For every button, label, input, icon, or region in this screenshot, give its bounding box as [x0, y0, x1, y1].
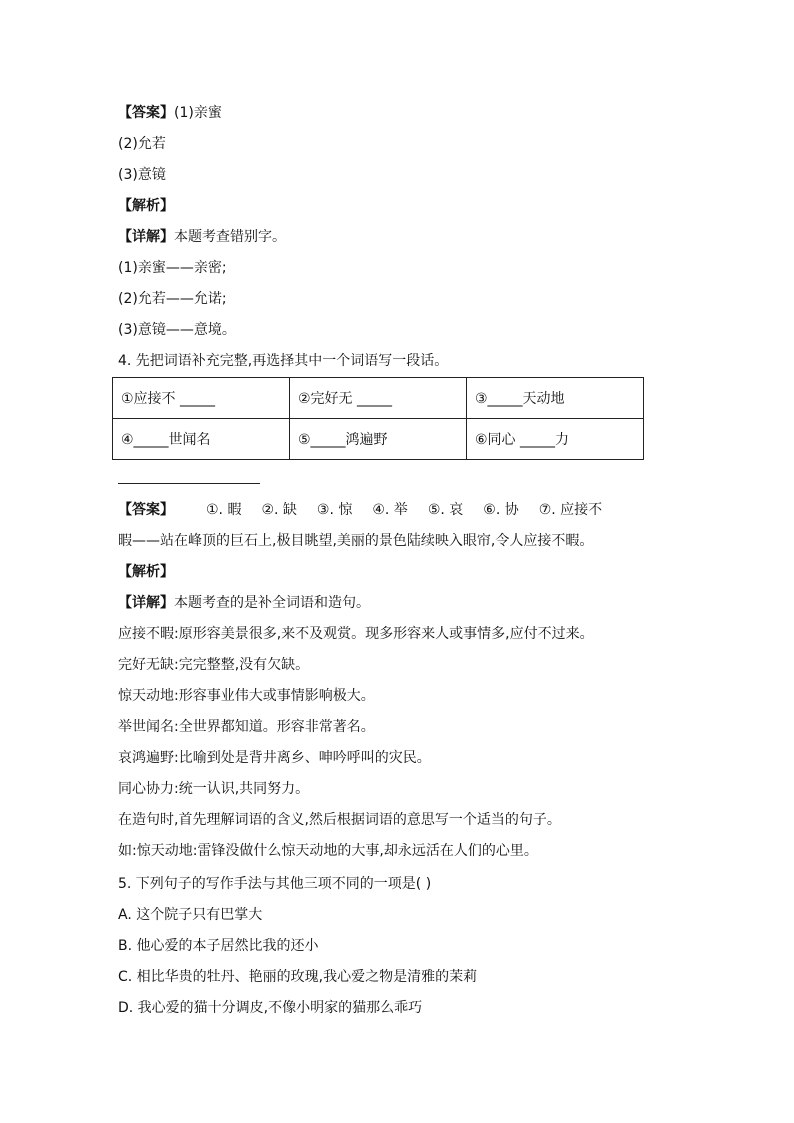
q5-question: 5. 下列句子的写作手法与其他三项不同的一项是( ) — [118, 876, 432, 892]
q3-detail-line — [118, 227, 286, 247]
q4-line-4: 举世闻名:全世界都知道。形容非常著名。 — [118, 719, 375, 735]
q4-question: 4. 先把词语补充完整,再选择其中一个词语写一段话。 — [118, 353, 449, 369]
q3-answer-2: (2)允若 — [118, 136, 166, 152]
table-row — [113, 419, 644, 460]
answer-item: ②. 缺 — [261, 502, 297, 518]
answer-item: ③. 惊 — [316, 502, 353, 518]
answer-tag: 【答案】 — [118, 105, 174, 121]
q5-option-c: C. 相比华贵的牡丹、艳丽的玫瑰,我心爱之物是清雅的茉莉 — [118, 969, 478, 985]
q4-answer-line — [118, 500, 602, 520]
q3-answer-line — [118, 103, 222, 123]
q3-analysis-tag: 【解析】 — [118, 198, 174, 214]
table-row — [113, 378, 644, 419]
q4-line-7: 在造句时,首先理解词语的含义,然后根据词语的意思写一个适当的句子。 — [118, 812, 561, 828]
detail-tag: 【详解】 — [118, 595, 174, 611]
q3-fix-3: (3)意镜——意境。 — [118, 322, 236, 338]
q4-line-8: 如:惊天动地:雷锋没做什么惊天动地的大事,却永远活在人们的心里。 — [118, 843, 538, 859]
answer-item: ①. 暇 — [206, 502, 242, 518]
answer-item: ⑤. 哀 — [427, 502, 464, 518]
answer-item: ⑥. 协 — [483, 502, 519, 518]
table-cell: ⑥同心 _____力 — [467, 419, 644, 460]
table-cell: ②完好无 _____ — [290, 378, 467, 419]
detail-tag: 【详解】 — [118, 229, 174, 245]
q5-option-d: D. 我心爱的猫十分调皮,不像小明家的猫那么乖巧 — [118, 1000, 423, 1016]
detail-text: 本题考查的是补全词语和造句。 — [174, 595, 370, 611]
table-cell: ③_____天动地 — [467, 378, 644, 419]
q4-line-2: 完好无缺:完完整整,没有欠缺。 — [118, 657, 310, 673]
answer-text: (1)亲蜜 — [174, 105, 222, 121]
q4-answer-cont: 暇——站在峰顶的巨石上,极目眺望,美丽的景色陆续映入眼帘,令人应接不暇。 — [118, 533, 594, 549]
table-cell: ④_____世闻名 — [113, 419, 290, 460]
q5-option-a: A. 这个院子只有巴掌大 — [118, 907, 263, 923]
answer-item: ④. 举 — [372, 502, 408, 518]
answer-tag: 【答案】 — [118, 502, 174, 518]
answer-item: ⑦. 应接不 — [538, 502, 603, 518]
q4-line-5: 哀鸿遍野:比喻到处是背井离乡、呻吟呼叫的灾民。 — [118, 750, 431, 766]
answer-divider — [118, 483, 260, 484]
q4-line-6: 同心协力:统一认识,共同努力。 — [118, 781, 310, 797]
q4-detail-line — [118, 593, 370, 613]
q4-word-table — [112, 377, 644, 460]
q4-line-3: 惊天动地:形容事业伟大或事情影响极大。 — [118, 688, 375, 704]
q3-fix-2: (2)允若——允诺; — [118, 291, 227, 307]
detail-text: 本题考查错别字。 — [174, 229, 286, 245]
q3-answer-3: (3)意镜 — [118, 167, 166, 183]
q4-line-1: 应接不暇:原形容美景很多,来不及观赏。现多形容来人或事情多,应付不过来。 — [118, 626, 594, 642]
table-cell: ⑤_____鸿遍野 — [290, 419, 467, 460]
q5-option-b: B. 他心爱的本子居然比我的还小 — [118, 938, 319, 954]
q4-analysis-tag: 【解析】 — [118, 564, 174, 580]
q3-fix-1: (1)亲蜜——亲密; — [118, 260, 227, 276]
table-cell: ①应接不 _____ — [113, 378, 290, 419]
